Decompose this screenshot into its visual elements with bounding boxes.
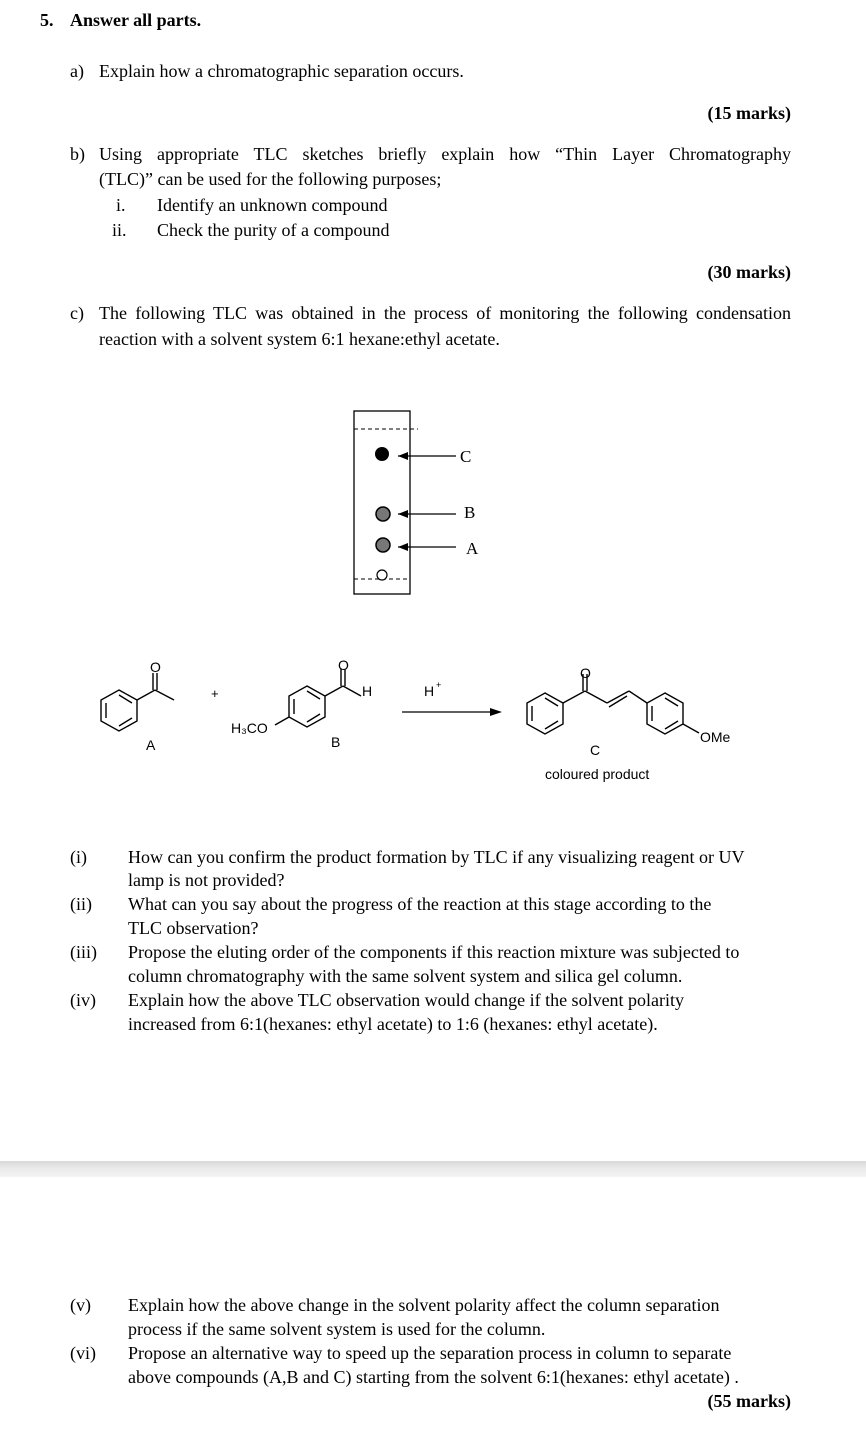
subquestion-line: column chromatography with the same solvent system and silica gel column. [128, 966, 683, 986]
compound-a-oxygen: O [150, 659, 161, 675]
subquestion-label: (ii) [70, 894, 92, 914]
origin-spot [377, 570, 387, 580]
reaction-arrowhead [490, 708, 502, 716]
subquestion-line: above compounds (A,B and C) starting from the solvent 6:1(hexanes: ethyl acetate) . [128, 1367, 739, 1387]
tlc-label-c: C [460, 447, 472, 466]
question-number: 5. [40, 10, 54, 30]
compound-b-structure [275, 669, 361, 727]
spot-a [376, 538, 390, 552]
tlc-label-b: B [464, 503, 476, 522]
subquestion-label: (vi) [70, 1343, 96, 1363]
spot-c [375, 447, 389, 461]
part-c-label: c) [70, 303, 84, 323]
compound-c-methoxy: OMe [700, 729, 731, 745]
subquestion-line: increased from 6:1(hexanes: ethyl acetate) to 1:6 (hexanes: ethyl acetate). [128, 1014, 658, 1034]
part-b-item-label: i. [116, 195, 126, 215]
arrowhead-c [398, 452, 408, 460]
question-heading: Answer all parts. [70, 10, 202, 30]
plus-sign: + [211, 686, 219, 701]
product-caption: coloured product [545, 766, 650, 782]
part-b-label: b) [70, 144, 85, 164]
subquestion-line: What can you say about the progress of the reaction at this stage according to the [128, 894, 712, 914]
part-b-text-line2: (TLC)” can be used for the following purposes; [99, 169, 442, 189]
part-a-marks: (15 marks) [707, 103, 791, 123]
tlc-plate [354, 411, 410, 594]
part-b-marks: (30 marks) [707, 262, 791, 282]
subquestion-line: Propose an alternative way to speed up the separation process in column to separate [128, 1343, 732, 1363]
compound-a-label: A [146, 737, 156, 753]
arrowhead-a [398, 543, 408, 551]
subquestion-line: How can you confirm the product formation by TLC if any visualizing reagent or UV [128, 847, 745, 867]
subquestion-line: Propose the eluting order of the components if this reaction mixture was subjected to [128, 942, 740, 962]
arrowhead-b [398, 510, 408, 518]
compound-b-methoxy: H₃CO [231, 720, 268, 736]
compound-b-aldehyde-h: H [362, 683, 373, 699]
subquestion-label: (i) [70, 847, 87, 867]
subquestion-line: Explain how the above change in the solvent polarity affect the column separation [128, 1295, 720, 1315]
part-b-item-text: Identify an unknown compound [157, 195, 388, 215]
compound-c-structure [527, 674, 699, 734]
subquestion-line: lamp is not provided? [128, 870, 285, 890]
catalyst-h: H [424, 683, 435, 699]
part-c-text-line2: reaction with a solvent system 6:1 hexane:ethyl acetate. [99, 329, 500, 349]
part-a-text: Explain how a chromatographic separation occurs. [99, 61, 464, 81]
part-b-item-label: ii. [112, 220, 127, 240]
part-b-text-line1: Using appropriate TLC sketches briefly explain how “Thin Layer Chromatography [99, 144, 791, 164]
compound-a-structure [101, 673, 174, 731]
catalyst-charge: + [436, 680, 442, 690]
subquestion-line: process if the same solvent system is used for the column. [128, 1319, 546, 1339]
subquestion-label: (v) [70, 1295, 91, 1315]
compound-b-oxygen: O [338, 657, 349, 673]
subquestion-line: Explain how the above TLC observation would change if the solvent polarity [128, 990, 685, 1010]
compound-c-label: C [590, 742, 601, 758]
reaction-scheme [0, 640, 866, 800]
tlc-plate-diagram [0, 0, 866, 620]
part-a-label: a) [70, 61, 84, 81]
compound-c-oxygen: O [580, 665, 591, 681]
subquestion-label: (iii) [70, 942, 97, 962]
compound-b-label: B [331, 734, 341, 750]
tlc-label-a: A [466, 539, 479, 558]
final-marks: (55 marks) [707, 1391, 791, 1411]
page-separator [0, 1161, 866, 1177]
subquestion-label: (iv) [70, 990, 96, 1010]
spot-b [376, 507, 390, 521]
subquestion-line: TLC observation? [128, 918, 259, 938]
part-b-item-text: Check the purity of a compound [157, 220, 390, 240]
part-c-text-line1: The following TLC was obtained in the process of monitoring the following condensation [99, 303, 791, 323]
